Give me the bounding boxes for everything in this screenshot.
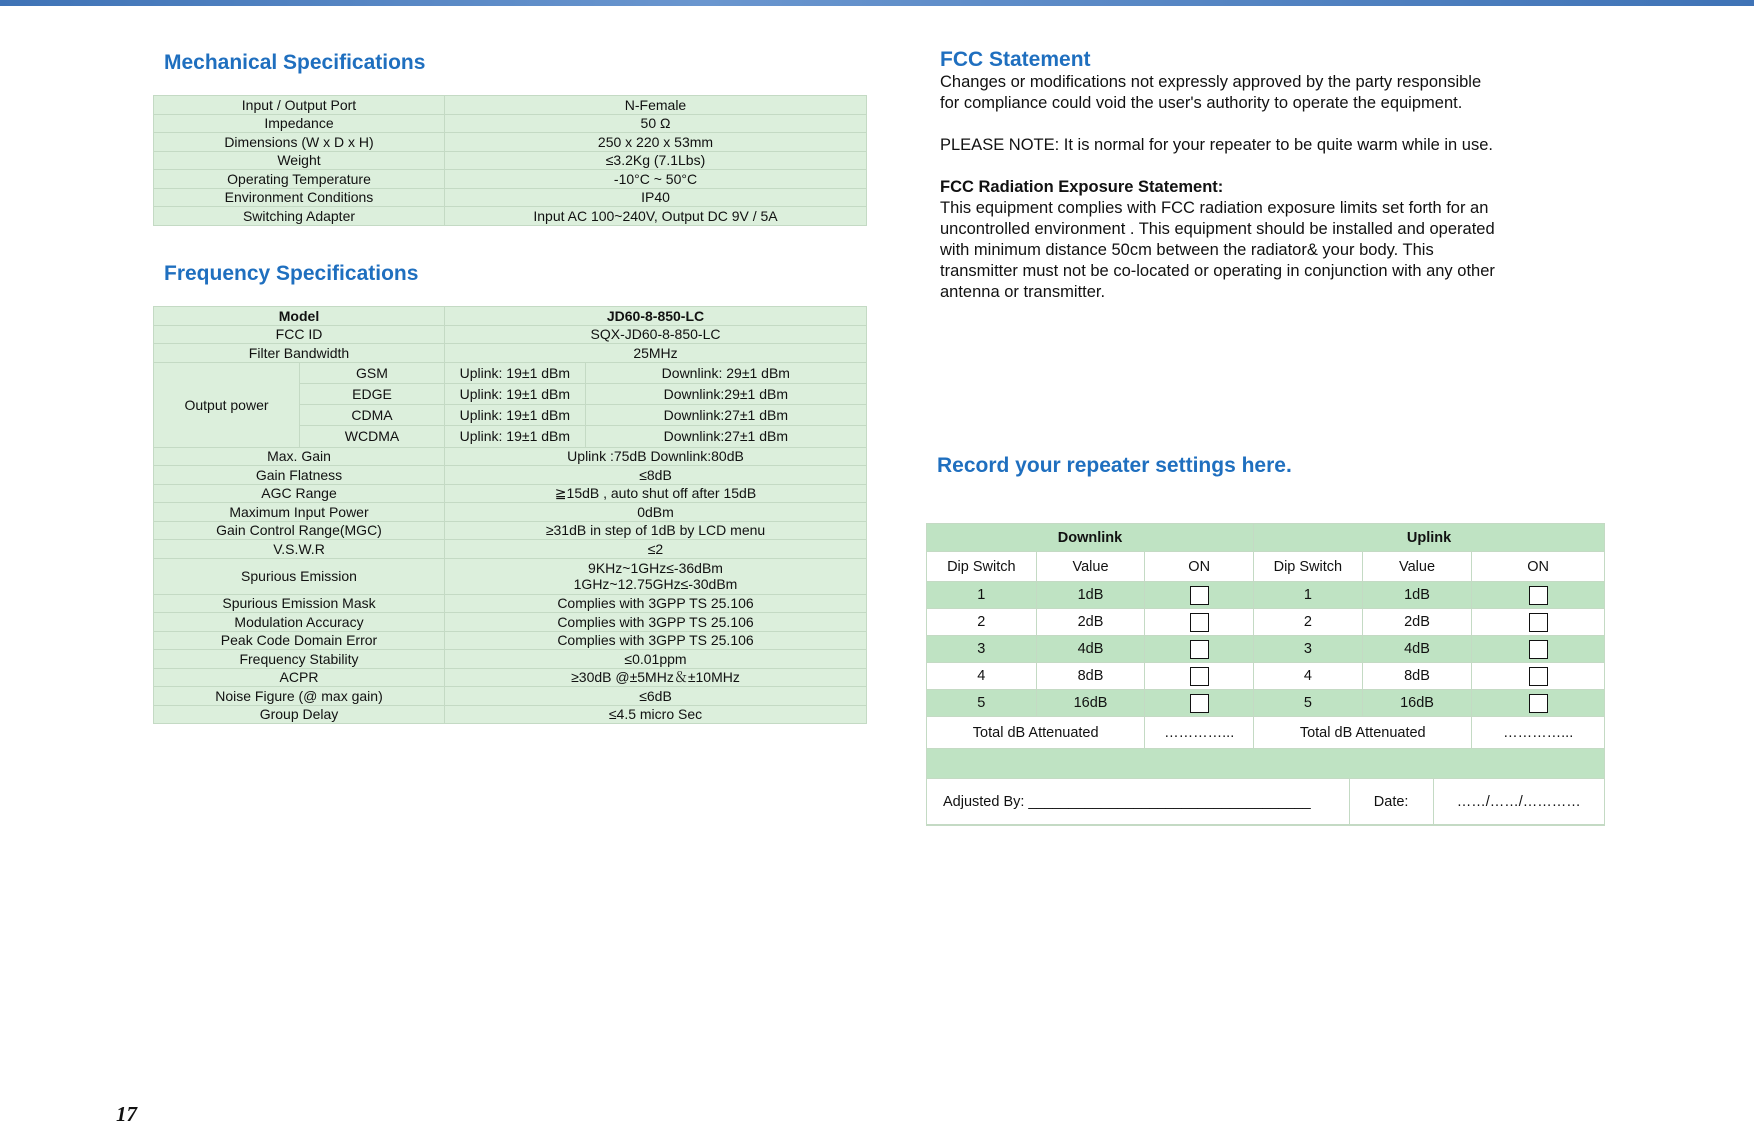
frequency-label: Noise Figure (@ max gain) — [154, 687, 445, 706]
frequency-row — [154, 650, 867, 669]
radiation-title: FCC Radiation Exposure Statement: — [940, 178, 1224, 196]
frequency-label: Peak Code Domain Error — [154, 631, 445, 650]
frequency-value: 0dBm — [445, 503, 867, 522]
downlink-edge: Downlink:29±1 dBm — [585, 383, 866, 404]
fcc-title: FCC Statement — [940, 48, 1091, 71]
date-field[interactable]: ……/……/………… — [1434, 779, 1604, 825]
mechanical-label: Input / Output Port — [154, 96, 445, 115]
frequency-value: Uplink :75dB Downlink:80dB — [445, 447, 867, 466]
mechanical-label: Weight — [154, 151, 445, 170]
mechanical-label: Operating Temperature — [154, 170, 445, 189]
total-label-downlink: Total dB Attenuated — [927, 717, 1145, 749]
downlink-on-checkbox[interactable] — [1190, 640, 1209, 659]
dip-number: 5 — [1254, 690, 1363, 717]
dip-number: 2 — [1254, 609, 1363, 636]
dip-number: 3 — [927, 636, 1037, 663]
mechanical-label: Dimensions (W x D x H) — [154, 133, 445, 152]
frequency-value: ≤0.01ppm — [445, 650, 867, 669]
col-on: ON — [1472, 552, 1604, 582]
bandwidth-value: 25MHz — [445, 344, 867, 363]
frequency-row — [154, 447, 867, 466]
bandwidth-label: Filter Bandwidth — [154, 344, 445, 363]
spurious-emission-label: Spurious Emission — [154, 558, 445, 594]
fcc-statement-body — [940, 72, 1580, 303]
dip-value: 1dB — [1037, 582, 1146, 609]
tech-cdma: CDMA — [300, 405, 444, 426]
fcc-note: PLEASE NOTE: It is normal for your repeater to be quite warm while in use. — [940, 136, 1493, 154]
downlink-on-checkbox[interactable] — [1190, 613, 1209, 632]
downlink-on-cell — [1145, 609, 1254, 636]
output-power-label: Output power — [154, 363, 300, 447]
uplink-wcdma: Uplink: 19±1 dBm — [445, 426, 586, 447]
uplink-header: Uplink — [1254, 524, 1604, 552]
col-dip-switch: Dip Switch — [927, 552, 1037, 582]
dip-value: 8dB — [1363, 663, 1473, 690]
fcc-id-label: FCC ID — [154, 325, 445, 344]
col-value: Value — [1363, 552, 1473, 582]
frequency-row — [154, 687, 867, 706]
uplink-on-cell — [1472, 636, 1604, 663]
mechanical-row — [154, 96, 867, 115]
dip-number: 4 — [927, 663, 1037, 690]
uplink-on-checkbox[interactable] — [1529, 613, 1548, 632]
uplink-gsm: Uplink: 19±1 dBm — [445, 362, 586, 383]
uplink-edge: Uplink: 19±1 dBm — [445, 383, 586, 404]
downlink-on-checkbox[interactable] — [1190, 586, 1209, 605]
downlink-on-cell — [1145, 690, 1254, 717]
frequency-label: Frequency Stability — [154, 650, 445, 669]
frequency-label: V.S.W.R — [154, 540, 445, 559]
dip-number: 2 — [927, 609, 1037, 636]
dip-number: 4 — [1254, 663, 1363, 690]
dip-value: 1dB — [1363, 582, 1473, 609]
frequency-row — [154, 668, 867, 687]
frequency-value: ≤2 — [445, 540, 867, 559]
frequency-value: ≧15dB , auto shut off after 15dB — [445, 484, 867, 503]
page-number: 17 — [116, 1102, 137, 1125]
radiation-line: transmitter must not be co-located or operating in conjunction with any other — [940, 262, 1495, 280]
uplink-cdma: Uplink: 19±1 dBm — [445, 405, 586, 426]
frequency-row — [154, 594, 867, 613]
dip-value: 4dB — [1363, 636, 1473, 663]
frequency-label: Max. Gain — [154, 447, 445, 466]
mechanical-label: Environment Conditions — [154, 188, 445, 207]
radiation-line: antenna or transmitter. — [940, 283, 1106, 301]
mechanical-table — [153, 95, 867, 226]
downlink-wcdma: Downlink:27±1 dBm — [585, 426, 866, 447]
frequency-title: Frequency Specifications — [164, 262, 419, 285]
dip-value: 8dB — [1037, 663, 1146, 690]
frequency-row — [154, 503, 867, 522]
top-border — [0, 0, 1754, 6]
frequency-value: Complies with 3GPP TS 25.106 — [445, 613, 867, 632]
mechanical-row — [154, 133, 867, 152]
col-on: ON — [1145, 552, 1254, 582]
frequency-row — [154, 484, 867, 503]
model-label: Model — [154, 307, 445, 326]
downlink-cdma: Downlink:27±1 dBm — [585, 405, 866, 426]
frequency-label: Maximum Input Power — [154, 503, 445, 522]
frequency-row — [154, 705, 867, 724]
frequency-row — [154, 466, 867, 485]
mechanical-row — [154, 207, 867, 226]
record-row — [927, 690, 1604, 717]
frequency-row — [154, 521, 867, 540]
frequency-label: Modulation Accuracy — [154, 613, 445, 632]
radiation-line: This equipment complies with FCC radiation exposure limits set forth for an — [940, 199, 1489, 217]
dip-value: 16dB — [1363, 690, 1473, 717]
total-field-uplink[interactable]: …………... — [1472, 717, 1604, 749]
record-row — [927, 663, 1604, 690]
mechanical-row — [154, 188, 867, 207]
mechanical-value: 50 Ω — [445, 114, 867, 133]
frequency-value: ≤6dB — [445, 687, 867, 706]
uplink-on-cell — [1472, 582, 1604, 609]
frequency-value: Complies with 3GPP TS 25.106 — [445, 631, 867, 650]
uplink-on-checkbox[interactable] — [1529, 667, 1548, 686]
frequency-row — [154, 631, 867, 650]
fcc-para-line: Changes or modifications not expressly approved by the party responsible — [940, 73, 1482, 91]
frequency-value: ≤8dB — [445, 466, 867, 485]
frequency-label: ACPR — [154, 668, 445, 687]
frequency-row — [154, 540, 867, 559]
downlink-on-cell — [1145, 663, 1254, 690]
model-value: JD60-8-850-LC — [445, 307, 867, 326]
record-row — [927, 609, 1604, 636]
spurious-line-1: 9KHz~1GHz≤-36dBm — [588, 560, 723, 576]
dip-value: 2dB — [1037, 609, 1146, 636]
uplink-on-checkbox[interactable] — [1529, 640, 1548, 659]
mechanical-value: IP40 — [445, 188, 867, 207]
spacer-row — [927, 749, 1604, 779]
frequency-row — [154, 613, 867, 632]
fcc-id-value: SQX-JD60-8-850-LC — [445, 325, 867, 344]
mechanical-value: -10°C ~ 50°C — [445, 170, 867, 189]
record-table — [926, 523, 1605, 826]
dip-number: 1 — [1254, 582, 1363, 609]
tech-wcdma: WCDMA — [344, 428, 400, 445]
mechanical-row — [154, 170, 867, 189]
dip-value: 2dB — [1363, 609, 1473, 636]
col-value: Value — [1037, 552, 1146, 582]
dip-number: 1 — [927, 582, 1037, 609]
downlink-on-checkbox[interactable] — [1190, 667, 1209, 686]
uplink-on-cell — [1472, 663, 1604, 690]
fcc-para-line: for compliance could void the user's authority to operate the equipment. — [940, 94, 1463, 112]
mechanical-title: Mechanical Specifications — [164, 51, 426, 74]
total-field-downlink[interactable]: …………... — [1145, 717, 1254, 749]
dip-value: 4dB — [1037, 636, 1146, 663]
frequency-label: Spurious Emission Mask — [154, 594, 445, 613]
adjusted-by-field[interactable]: Adjusted By: ___________________________________ — [927, 779, 1350, 825]
mechanical-value: N-Female — [445, 96, 867, 115]
dip-value: 16dB — [1037, 690, 1146, 717]
spurious-emission-value — [445, 558, 867, 594]
mechanical-label: Impedance — [154, 114, 445, 133]
record-title: Record your repeater settings here. — [937, 454, 1292, 477]
output-power-block — [154, 362, 445, 447]
downlink-on-checkbox[interactable] — [1190, 694, 1209, 713]
record-row — [927, 636, 1604, 663]
uplink-on-cell — [1472, 690, 1604, 717]
frequency-label: AGC Range — [154, 484, 445, 503]
downlink-header: Downlink — [927, 524, 1254, 552]
downlink-on-cell — [1145, 636, 1254, 663]
mechanical-value: 250 x 220 x 53mm — [445, 133, 867, 152]
frequency-value: ≥30dB @±5MHz＆±10MHz — [445, 668, 867, 687]
mechanical-row — [154, 151, 867, 170]
downlink-gsm: Downlink: 29±1 dBm — [585, 362, 866, 383]
frequency-value: ≥31dB in step of 1dB by LCD menu — [445, 521, 867, 540]
uplink-on-cell — [1472, 609, 1604, 636]
mechanical-value: Input AC 100~240V, Output DC 9V / 5A — [445, 207, 867, 226]
dip-number: 3 — [1254, 636, 1363, 663]
frequency-label: Group Delay — [154, 705, 445, 724]
downlink-on-cell — [1145, 582, 1254, 609]
mechanical-row — [154, 114, 867, 133]
uplink-on-checkbox[interactable] — [1529, 586, 1548, 605]
spurious-line-2: 1GHz~12.75GHz≤-30dBm — [573, 576, 738, 592]
radiation-line: uncontrolled environment . This equipment should be installed and operated — [940, 220, 1495, 238]
uplink-on-checkbox[interactable] — [1529, 694, 1548, 713]
radiation-line: with minimum distance 50cm between the radiator& your body. This — [940, 241, 1434, 259]
frequency-table — [153, 306, 867, 724]
date-label: Date: — [1350, 779, 1434, 825]
record-row — [927, 582, 1604, 609]
total-label-uplink: Total dB Attenuated — [1254, 717, 1472, 749]
frequency-label: Gain Control Range(MGC) — [154, 521, 445, 540]
tech-gsm: GSM — [300, 363, 444, 384]
mechanical-label: Switching Adapter — [154, 207, 445, 226]
dip-number: 5 — [927, 690, 1037, 717]
mechanical-value: ≤3.2Kg (7.1Lbs) — [445, 151, 867, 170]
tech-edge: EDGE — [300, 384, 444, 405]
frequency-value: Complies with 3GPP TS 25.106 — [445, 594, 867, 613]
col-dip-switch: Dip Switch — [1254, 552, 1363, 582]
frequency-value: ≤4.5 micro Sec — [445, 705, 867, 724]
frequency-label: Gain Flatness — [154, 466, 445, 485]
